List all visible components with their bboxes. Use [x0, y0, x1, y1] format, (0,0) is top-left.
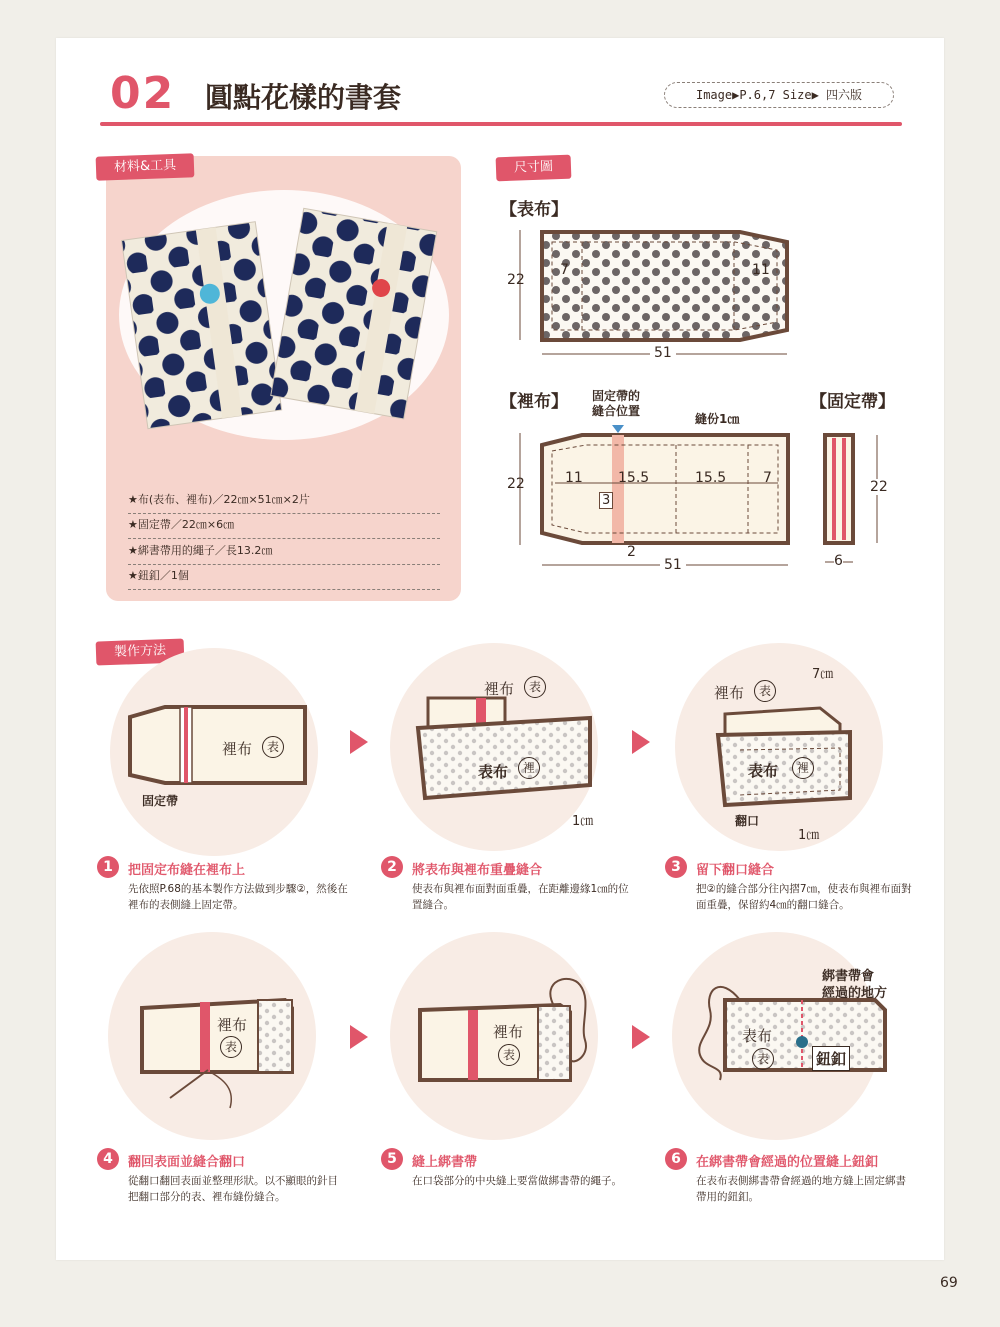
step2-inner-label: 裡布: [484, 680, 515, 698]
inner-seg-b: 15.5: [618, 470, 650, 486]
step4-title: 翻回表面並縫合翻口: [128, 1155, 246, 1170]
step2-one-cm: 1㎝: [572, 814, 594, 829]
product-photo: [112, 180, 457, 450]
arrow-5-6: [632, 1025, 650, 1049]
inner-seg-c: 15.5: [695, 470, 727, 486]
step6-outer-label: 表布: [742, 1027, 773, 1045]
arrow-2-3: [632, 730, 650, 754]
step1-face-mark: 表: [262, 736, 284, 758]
step1-title: 把固定布縫在裡布上: [128, 863, 246, 878]
step3-badge: 3: [665, 856, 687, 878]
step4-face-mark: 表: [220, 1036, 242, 1058]
step1-band-label: 固定帶: [142, 794, 179, 808]
step1-illustration: [120, 695, 320, 795]
step2-illustration: [400, 690, 605, 810]
step2-outer-label: 表布: [478, 763, 509, 781]
image-size-info: Image▶P.6,7 Size▶ 四六版: [664, 82, 894, 108]
page-title: 圓點花樣的書套: [205, 81, 402, 114]
band-diagram: [815, 430, 890, 575]
step3-back-mark: 裡: [792, 757, 814, 779]
inner-fabric-diagram: [500, 425, 800, 580]
inner-fabric-label: 【裡布】: [500, 392, 568, 412]
material-item-fabric: ★布(表布、裡布)／22㎝×51㎝×2片: [128, 491, 440, 514]
step3-outer-label: 表布: [748, 762, 779, 780]
outer-width: 51: [650, 345, 676, 361]
step6-face-mark: 表: [752, 1048, 774, 1070]
step3-desc: 把②的縫合部分往內摺7㎝，使表布與裡布面對面重疊，保留約4㎝的翻口縫合。: [696, 883, 912, 911]
step4-desc: 從翻口翻回表面並整理形狀。以不顯眼的針目把翻口部分的表、裡布縫份縫合。: [128, 1175, 338, 1203]
title-underline: [100, 122, 902, 126]
band-width: 6: [834, 553, 843, 569]
band-height: 22: [870, 479, 888, 495]
step6-desc: 在表布表側綁書帶會經過的地方縫上固定綁書帶用的鈕釦。: [696, 1175, 906, 1203]
step6-string-pass-label: 綁書帶會 經過的地方: [822, 969, 888, 1001]
step4-inner-label: 裡布: [217, 1016, 248, 1034]
material-item-button: ★鈕釦／1個: [128, 567, 440, 590]
inner-height: 22: [507, 476, 525, 492]
step3-illustration: [710, 700, 860, 815]
step6-title: 在綁書帶會經過的位置縫上鈕釦: [696, 1155, 879, 1170]
step3-inner-label: 裡布: [714, 684, 745, 702]
step1-badge: 1: [97, 856, 119, 878]
step3-one-cm: 1㎝: [798, 828, 820, 843]
step5-inner-label: 裡布: [493, 1023, 524, 1041]
step1-inner-label: 裡布: [222, 740, 253, 758]
step2-back-mark: 裡: [518, 757, 540, 779]
step5-badge: 5: [381, 1148, 403, 1170]
step2-desc: 使表布與裡布面對面重疊，在距離邊緣1㎝的位置縫合。: [412, 883, 629, 911]
arrow-4-5: [350, 1025, 368, 1049]
step2-badge: 2: [381, 856, 403, 878]
step2-title: 將表布與裡布重疊縫合: [412, 863, 543, 878]
outer-left-width: 7: [560, 262, 569, 278]
step4-illustration: [130, 990, 310, 1115]
outer-right-width: 11: [752, 262, 770, 278]
step4-badge: 4: [97, 1148, 119, 1170]
band-label: 【固定帶】: [810, 392, 895, 412]
page-number: 69: [940, 1275, 958, 1291]
step6-button-label: 鈕釦: [812, 1046, 850, 1071]
inner-seg-a: 11: [565, 470, 583, 486]
step5-title: 縫上綁書帶: [412, 1155, 478, 1170]
step3-opening-label: 翻口: [735, 814, 760, 828]
method-tag: 製作方法: [96, 638, 185, 665]
inner-seg-e: 3: [599, 492, 613, 509]
dimensions-tag: 尺寸圖: [496, 155, 572, 182]
outer-height: 22: [507, 272, 525, 288]
step3-face-mark: 表: [754, 680, 776, 702]
inner-seg-f: 2: [627, 544, 636, 560]
inner-width: 51: [660, 557, 686, 573]
material-item-string: ★綁書帶用的繩子／長13.2㎝: [128, 542, 440, 565]
project-number: 02: [110, 68, 176, 119]
step6-badge: 6: [665, 1148, 687, 1170]
material-item-band: ★固定帶／22㎝×6㎝: [128, 516, 440, 539]
step5-face-mark: 表: [498, 1044, 520, 1066]
materials-tag: 材料&工具: [96, 153, 195, 180]
arrow-1-2: [350, 730, 368, 754]
inner-seg-d: 7: [763, 470, 772, 486]
step3-title: 留下翻口縫合: [696, 863, 775, 878]
outer-fabric-diagram: [500, 222, 800, 362]
step5-desc: 在口袋部分的中央縫上要當做綁書帶的繩子。: [412, 1175, 622, 1187]
step1-desc: 先依照P.68的基本製作方法做到步驟②，然後在裡布的表側縫上固定帶。: [128, 883, 348, 911]
outer-fabric-label: 【表布】: [500, 200, 568, 220]
step3-seven-cm: 7㎝: [812, 667, 834, 682]
seam-allowance-label: 縫份1㎝: [695, 412, 740, 426]
step2-face-mark: 表: [524, 676, 546, 698]
band-position-label: 固定帶的 縫合位置: [592, 389, 641, 418]
